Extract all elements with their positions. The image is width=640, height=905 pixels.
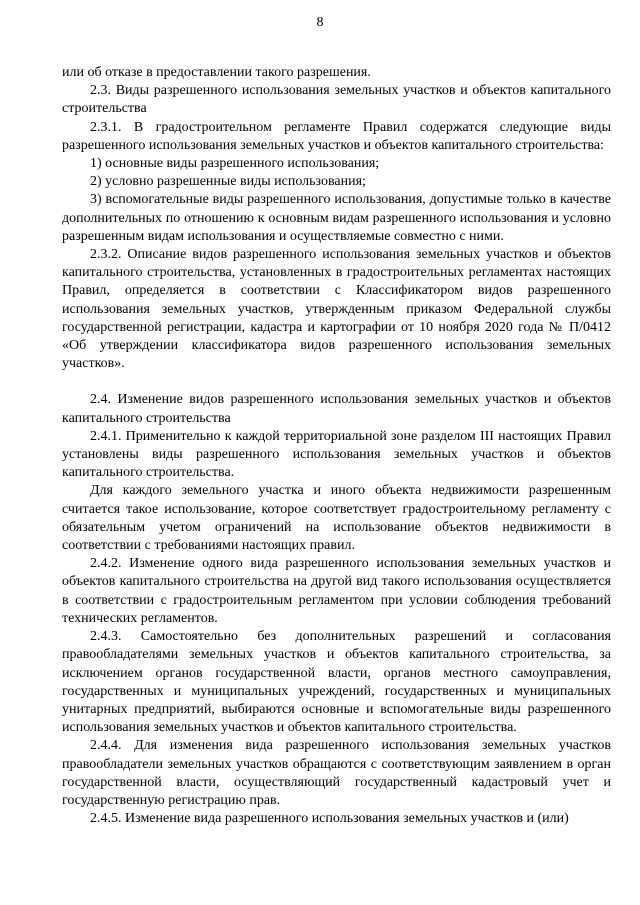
paragraph-2-4-1: 2.4.1. Применительно к каждой территориальной зоне разделом III настоящих Правил установлены виды разрешенного использования земельных участков и объектов капитального строительства.	[62, 428, 611, 481]
paragraph-2-4-4: 2.4.4. Для изменения вида разрешенного использования земельных участков правообладатели земельных участков обращаются с соответствующим заявлением в орган государственной власти, осуществляющий государственный кадастровый учет и государственную регистрацию прав.	[62, 738, 611, 808]
list-item-1: 1) основные виды разрешенного использования;	[90, 156, 380, 172]
page-number: 8	[316, 15, 324, 30]
paragraph-continuation: или об отказе в предоставлении такого разрешения.	[62, 65, 371, 80]
paragraph-2-3-1: 2.3.1. В градостроительном регламенте Правил содержатся следующие виды разрешенного использования земельных участков и объектов капитального строительства:	[62, 119, 611, 153]
list-item-3: 3) вспомогательные виды разрешенного использования, допустимые только в качестве дополнительных по отношению к основным видам разрешенного использования и условно разрешенным видам использования и осуществляемые совместно с ними.	[62, 192, 611, 244]
paragraph-2-3-2: 2.3.2. Описание видов разрешенного использования земельных участков и объектов капитального строительства, установленных в градостроительных регламентах настоящих Правил, определяется в соответствии с Классификатором видов разрешенного использования земельных участков, утвержденным приказом Федеральной службы государственной регистрации, кадастра и картографии от 10 ноября 2020 года № П/0412 «Об утверждении классификатора видов разрешенного использования земельных участков».	[62, 247, 611, 372]
paragraph-2-4-3: 2.4.3. Самостоятельно без дополнительных разрешений и согласования правообладателями земельных участков и объектов капитального строительства, за исключением органов государственной власти, органов местного самоуправления, государственных и муниципальных учреждений, государственных и муниципальных унитарных предприятий, выбираются основные и вспомогательные виды разрешенного использования земельных участков и объектов капитального строительства.	[62, 629, 611, 736]
section-heading-2-3: 2.3. Виды разрешенного использования земельных участков и объектов капитального строительства	[62, 83, 611, 117]
paragraph-permitted-use: Для каждого земельного участка и иного объекта недвижимости разрешенным считается такое использование, которое соответствует градостроительному регламенту с обязательным учетом ограничений на использование объектов недвижимости в соответствии с требованиями настоящих правил.	[62, 483, 611, 554]
document-body	[62, 64, 611, 828]
paragraph-2-4-5: 2.4.5. Изменение вида разрешенного использования земельных участков и (или)	[90, 811, 569, 827]
list-item-2: 2) условно разрешенные виды использования;	[90, 174, 366, 190]
section-heading-2-4: 2.4. Изменение видов разрешенного использования земельных участков и объектов капитального строительства	[62, 392, 611, 426]
paragraph-2-4-2: 2.4.2. Изменение одного вида разрешенного использования земельных участков и объектов капитального строительства на другой вид такого использования осуществляется в соответствии с градостроительным регламентом при условии соблюдения требований технических регламентов.	[62, 556, 611, 626]
